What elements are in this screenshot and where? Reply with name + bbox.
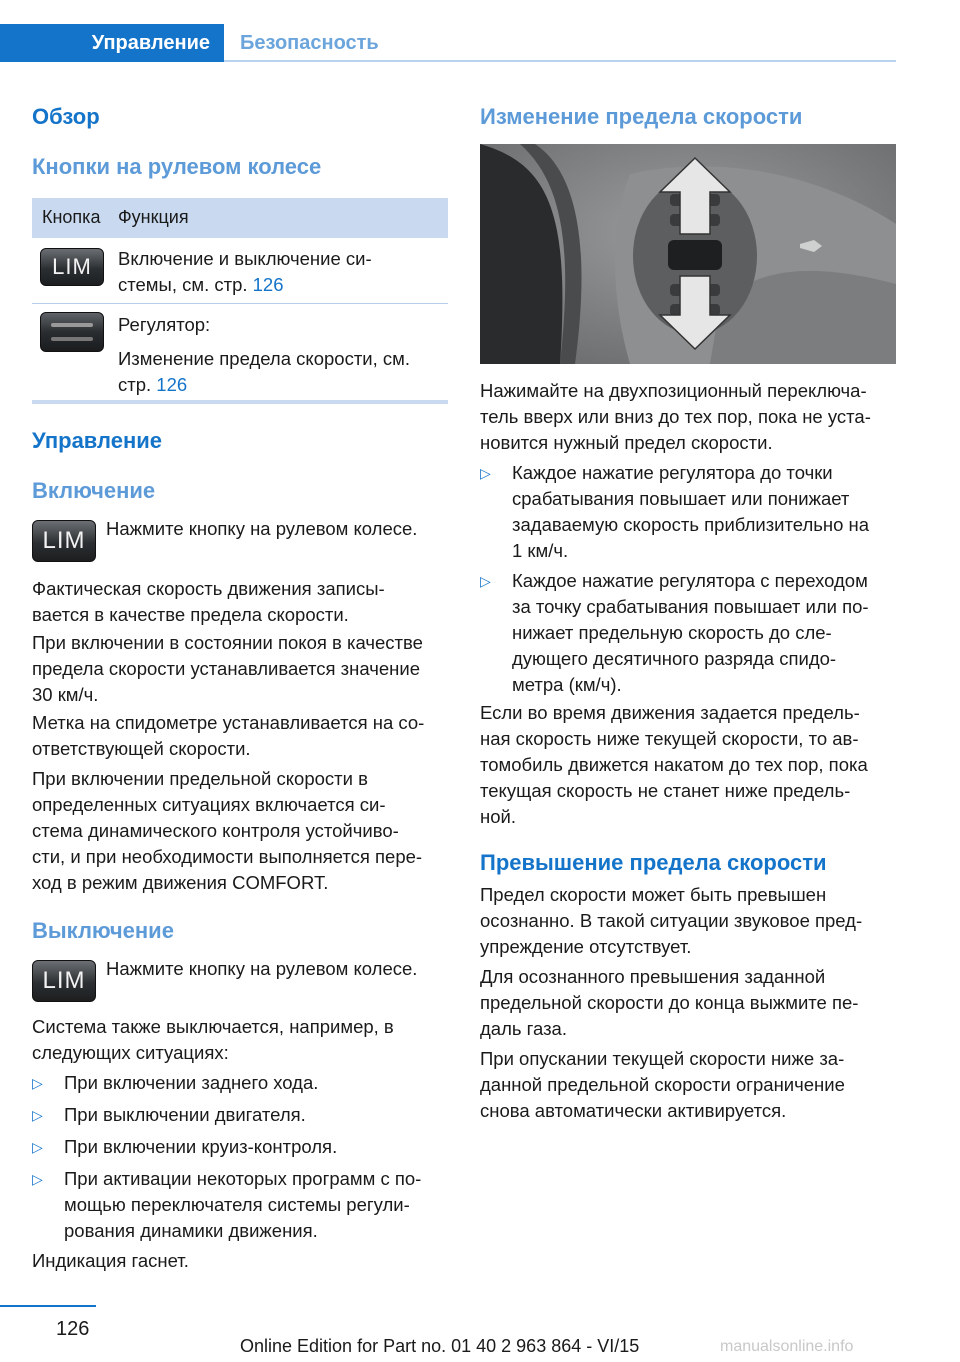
line: Каждое нажатие регулятора с переходом	[512, 570, 868, 591]
heading-exceed-limit: Превышение предела скорости	[480, 850, 827, 875]
line: текущая скорость не станет ниже предель-	[480, 780, 851, 801]
paragraph-coasting	[480, 700, 896, 830]
line: При включении предельной скорости в	[32, 768, 368, 789]
paragraph-also-off	[32, 1014, 448, 1066]
line: Фактическая скорость движения записы-	[32, 578, 385, 599]
line: Если во время движения задается предель-	[480, 702, 860, 723]
heading-switch-on: Включение	[32, 478, 156, 503]
line: рования динамики движения.	[64, 1220, 318, 1241]
line: Каждое нажатие регулятора до точки	[512, 462, 833, 483]
list-item-text	[512, 460, 869, 564]
table-row2-line3-text: стр.	[118, 374, 157, 395]
page-link[interactable]: 126	[156, 374, 188, 395]
line: предельной скорости до конца выжмите пе-	[480, 992, 859, 1013]
watermark: manualsonline.info	[720, 1338, 854, 1355]
heading-control: Управление	[32, 428, 163, 453]
line: При включении в состоянии покоя в качестве	[32, 632, 423, 653]
table-row1-text	[118, 246, 372, 298]
heading-change-limit: Изменение предела скорости	[480, 104, 803, 129]
rocker-switch-icon	[40, 312, 104, 352]
triangle-bullet-icon: ▷	[480, 465, 491, 481]
list-item	[480, 568, 896, 704]
footer-rule	[0, 1305, 96, 1307]
line: ной.	[480, 806, 516, 827]
table-row2-line2: Изменение предела скорости, см.	[118, 348, 411, 369]
paragraph-standstill	[32, 630, 448, 708]
line: 30 км/ч.	[32, 684, 99, 705]
header-rule	[224, 60, 896, 62]
line: Нажимайте на двухпозиционный переключа-	[480, 380, 867, 401]
paragraph-actual-speed	[32, 576, 448, 628]
line: Метка на спидометре устанавливается на со-	[32, 712, 425, 733]
table-row2-text	[118, 312, 410, 398]
triangle-bullet-icon: ▷	[32, 1171, 43, 1187]
steering-wheel-photo	[480, 144, 896, 364]
table-row2-line3	[118, 372, 410, 398]
paragraph-press-rocker	[480, 378, 896, 456]
line: даль газа.	[480, 1018, 567, 1039]
table-row1-line2	[118, 272, 372, 298]
line: При активации некоторых программ с по-	[64, 1168, 422, 1189]
line: новится нужный предел скорости.	[480, 432, 773, 453]
triangle-bullet-icon: ▷	[32, 1139, 43, 1155]
paragraph-reactivation	[480, 1046, 896, 1124]
list-item-text	[64, 1166, 421, 1244]
line: задаваемую скорость приблизительно на	[512, 514, 870, 535]
line: Предел скорости может быть превышен	[480, 884, 827, 905]
line: томобиль движется накатом до тех пор, пока	[480, 754, 868, 775]
line: ответствующей скорости.	[32, 738, 251, 759]
table-header-button: Кнопка	[42, 207, 101, 227]
line: следующих ситуациях:	[32, 1042, 229, 1063]
paragraph-indicator-off: Индикация гаснет.	[32, 1250, 189, 1271]
line: стема динамического контроля устойчиво-	[32, 820, 399, 841]
line: При опускании текущей скорости ниже за-	[480, 1048, 845, 1069]
heading-overview: Обзор	[32, 104, 100, 129]
triangle-bullet-icon: ▷	[32, 1075, 43, 1091]
lim-button-icon: LIM	[40, 248, 104, 286]
triangle-bullet-icon: ▷	[32, 1107, 43, 1123]
line: тель вверх или вниз до тех пор, пока не уста-	[480, 406, 871, 427]
heading-steering-buttons: Кнопки на рулевом колесе	[32, 154, 322, 179]
line: ная скорость ниже текущей скорости, то ав-	[480, 728, 859, 749]
line: Для осознанного превышения заданной	[480, 966, 826, 987]
line: вается в качестве предела скорости.	[32, 604, 349, 625]
heading-switch-off: Выключение	[32, 918, 174, 943]
steering-wheel-illustration	[480, 144, 896, 364]
switch-on-instruction: Нажмите кнопку на рулевом колесе.	[106, 518, 418, 539]
line: Система также выключается, например, в	[32, 1016, 394, 1037]
triangle-bullet-icon: ▷	[480, 573, 491, 589]
table-header	[32, 198, 448, 238]
line: снова автоматически активируется.	[480, 1100, 787, 1121]
line: метра (км/ч).	[512, 674, 622, 695]
table-row1-line2-text: стемы, см. стр.	[118, 274, 253, 295]
table-row2-line1: Регулятор:	[118, 314, 211, 335]
paragraph-dsc	[32, 766, 448, 896]
page-header	[0, 0, 960, 62]
lim-button-icon: LIM	[32, 960, 96, 1002]
lim-button-icon: LIM	[32, 520, 96, 562]
table-header-function: Функция	[118, 207, 189, 227]
tab-safety[interactable]: Безопасность	[240, 32, 379, 54]
paragraph-kickdown	[480, 964, 896, 1042]
list-item	[480, 460, 896, 570]
line: за точку срабатывания повышает или по-	[512, 596, 869, 617]
tab-control[interactable]: Управление	[0, 24, 224, 62]
line: ход в режим движения COMFORT.	[32, 872, 329, 893]
list-item	[32, 1166, 448, 1246]
paragraph-speedometer-mark	[32, 710, 448, 762]
page-link[interactable]: 126	[252, 274, 284, 295]
line: определенных ситуациях включается си-	[32, 794, 386, 815]
switch-off-instruction: Нажмите кнопку на рулевом колесе.	[106, 958, 418, 979]
line: предела скорости устанавливается значение	[32, 658, 420, 679]
page-number: 126	[56, 1318, 90, 1340]
line: осознанно. В такой ситуации звуковое пред-	[480, 910, 863, 931]
line: сти, и при необходимости выполняется пере-	[32, 846, 423, 867]
table-bottom-rule	[32, 400, 448, 404]
list-item-text: При включении заднего хода.	[64, 1072, 319, 1093]
line: мощью переключателя системы регули-	[64, 1194, 410, 1215]
line: срабатывания повышает или понижает	[512, 488, 850, 509]
edition-note: Online Edition for Part no. 01 40 2 963 864 - VI/15	[240, 1336, 640, 1356]
line: 1 км/ч.	[512, 540, 569, 561]
list-item-text	[512, 568, 869, 698]
line: нижает предельную скорость до сле-	[512, 622, 832, 643]
line: упреждение отсутствует.	[480, 936, 692, 957]
table-row1-line1: Включение и выключение си-	[118, 248, 372, 269]
table-row-divider	[32, 303, 448, 304]
paragraph-exceed	[480, 882, 896, 960]
list-item-text: При включении круиз-контроля.	[64, 1136, 338, 1157]
list-item-text: При выключении двигателя.	[64, 1104, 306, 1125]
line: данной предельной скорости ограничение	[480, 1074, 845, 1095]
line: дующего десятичного разряда спидо-	[512, 648, 837, 669]
